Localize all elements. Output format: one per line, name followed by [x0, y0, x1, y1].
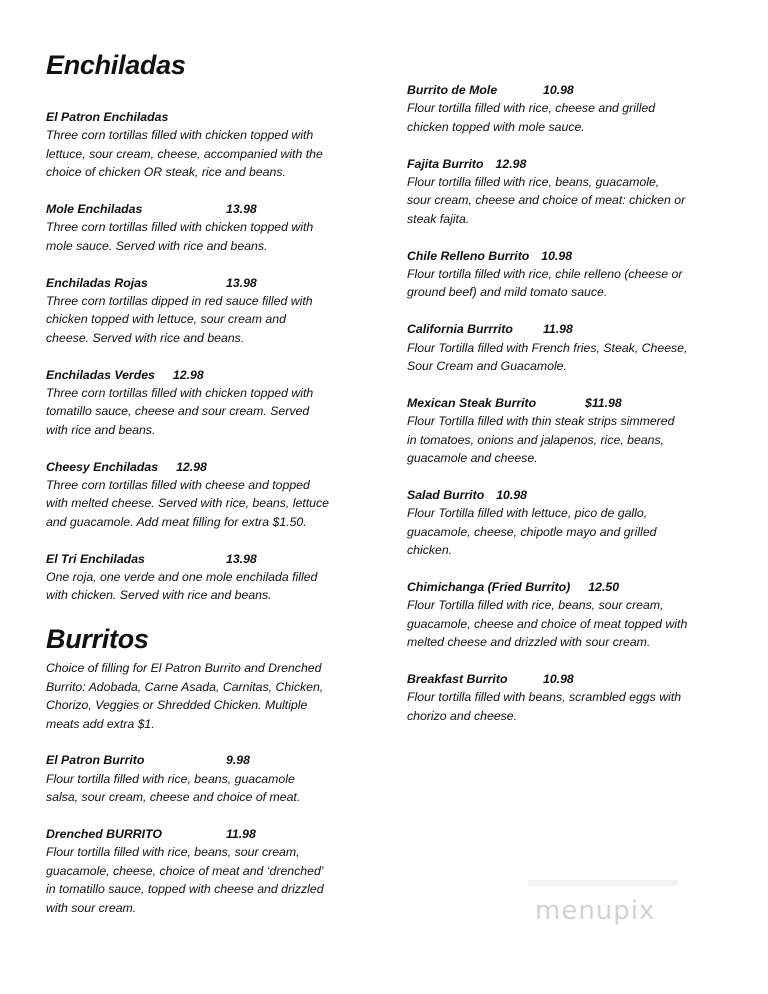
intro-line: meats add extra $1. — [46, 716, 155, 731]
item-description-line: guacamole, cheese, choice of meat and ‘drenched’ — [46, 863, 324, 878]
item-name: Drenched BURRITO — [46, 826, 162, 841]
item-description-line: guacamole and cheese. — [407, 451, 538, 466]
item-name: Mexican Steak Burrito — [407, 395, 537, 410]
item-price: 12.50 — [588, 579, 620, 594]
item-header — [46, 200, 376, 218]
left-column — [46, 0, 376, 935]
item-header — [407, 394, 747, 412]
menu-item — [407, 670, 747, 725]
menu-item — [407, 320, 747, 375]
item-description-line: tomatillo sauce, cheese and sour cream. Served — [46, 404, 310, 419]
item-header — [407, 486, 747, 504]
item-header — [407, 578, 747, 596]
menu-item — [46, 825, 376, 917]
watermark-bar — [528, 880, 678, 886]
menu-item — [407, 81, 747, 136]
menu-item — [46, 751, 376, 806]
burritos-heading: Burritos — [46, 624, 149, 655]
item-description-line: Three corn tortillas filled with chicken topped with — [46, 128, 314, 143]
item-price: 12.98 — [172, 367, 204, 382]
item-header — [46, 550, 376, 568]
item-price: 13.98 — [226, 551, 257, 566]
item-price: 11.98 — [226, 826, 256, 841]
enchiladas-heading: Enchiladas — [46, 50, 186, 80]
item-header — [46, 366, 376, 384]
item-name: Salad Burrito — [407, 487, 485, 502]
item-header — [46, 108, 376, 126]
item-header — [46, 751, 376, 769]
item-description-line: chicken topped with mole sauce. — [407, 119, 585, 134]
item-description-line: in tomatoes, onions and jalapenos, rice, beans, — [407, 432, 665, 447]
item-description-line: One roja, one verde and one mole enchilada filled — [46, 570, 318, 585]
item-header — [407, 81, 747, 99]
item-price: 10.98 — [543, 83, 574, 97]
intro-line: Choice of filling for El Patron Burrito and Drenched — [46, 661, 322, 676]
item-description-line: chicken topped with lettuce, sour cream and — [46, 312, 286, 327]
item-description-line: Flour Tortilla filled with rice, beans, sour cream, — [407, 598, 664, 613]
item-description-line: melted cheese and drizzled with sour cream. — [407, 635, 651, 650]
item-header — [46, 458, 376, 476]
item-header — [407, 670, 747, 688]
menu-item — [46, 458, 376, 532]
menu-item — [46, 200, 376, 255]
item-name: Breakfast Burrito — [407, 671, 508, 686]
item-price: 13.98 — [226, 202, 257, 217]
item-header — [407, 320, 747, 338]
menu-item — [407, 394, 747, 468]
item-description-line: ground beef) and mild tomato sauce. — [407, 285, 608, 300]
item-description-line: Three corn tortillas dipped in red sauce filled with — [46, 294, 313, 309]
item-price: 12.98 — [176, 459, 207, 474]
item-price: 11.98 — [543, 322, 573, 337]
item-price: 9.98 — [226, 753, 250, 768]
item-description-line: Flour Tortilla filled with lettuce, pico de gallo, — [407, 506, 648, 521]
item-price: 10.98 — [543, 671, 574, 686]
item-header — [46, 825, 376, 843]
item-name: El Patron Enchiladas — [46, 110, 169, 124]
item-price: $11.98 — [585, 395, 622, 410]
menu-item — [46, 274, 376, 348]
item-description-line: lettuce, sour cream, cheese, accompanied with the — [46, 146, 323, 161]
item-name: El Patron Burrito — [46, 753, 145, 768]
item-name: Cheesy Enchiladas — [46, 459, 159, 474]
burritos-intro — [46, 659, 376, 733]
item-price: 13.98 — [226, 275, 257, 290]
menu-item — [407, 155, 747, 229]
item-price: 10.98 — [496, 487, 527, 502]
menu-item — [407, 247, 747, 302]
right-column — [407, 81, 747, 744]
menu-item — [46, 550, 376, 605]
menu-item — [407, 578, 747, 652]
item-description-line: with rice and beans. — [46, 422, 156, 437]
item-description-line: salsa, sour cream, cheese and choice of meat. — [46, 790, 301, 805]
item-header — [407, 247, 747, 265]
item-header — [407, 155, 747, 173]
item-description-line: Sour Cream and Guacamole. — [407, 359, 567, 374]
item-description-line: Flour Tortilla filled with French fries, Steak, Cheese, — [407, 340, 688, 355]
item-description-line: Flour tortilla filled with rice, chile relleno (cheese or — [407, 267, 683, 282]
item-description-line: Flour Tortilla filled with thin steak strips simmered — [407, 414, 675, 429]
item-description-line: Three corn tortillas filled with chicken topped with — [46, 220, 314, 235]
item-name: Chimichanga (Fried Burrito) — [407, 579, 571, 594]
item-description-line: and guacamole. Add meat filling for extra $1.50. — [46, 514, 307, 529]
intro-line: Burrito: Adobada, Carne Asada, Carnitas, Chicken, — [46, 679, 324, 694]
item-description-line: cheese. Served with rice and beans. — [46, 330, 245, 345]
item-description-line: guacamole, cheese, chipotle mayo and grilled — [407, 524, 657, 539]
item-name: Mole Enchiladas — [46, 202, 143, 217]
item-description-line: steak fajita. — [407, 211, 470, 226]
item-name: California Burrrito — [407, 322, 513, 337]
item-name: Fajita Burrito — [407, 156, 484, 171]
enchiladas-list — [46, 108, 376, 605]
item-description-line: sour cream, cheese and choice of meat: chicken or — [407, 193, 686, 208]
item-name: Enchiladas Rojas — [46, 275, 148, 290]
burritos-list-left — [46, 751, 376, 917]
item-description-line: Flour tortilla filled with rice, beans, guacamole — [46, 771, 295, 786]
item-name: Burrito de Mole — [407, 83, 498, 97]
item-name: Chile Relleno Burrito — [407, 248, 530, 263]
intro-line: Chorizo, Veggies or Shredded Chicken. Multiple — [46, 698, 308, 713]
menu-item — [46, 108, 376, 182]
item-description-line: Flour tortilla filled with rice, cheese and grilled — [407, 101, 656, 116]
item-name: El Tri Enchiladas — [46, 551, 145, 566]
item-description-line: choice of chicken OR steak, rice and beans. — [46, 165, 286, 180]
item-description-line: mole sauce. Served with rice and beans. — [46, 238, 268, 253]
item-description-line: chorizo and cheese. — [407, 708, 518, 723]
item-price: 12.98 — [495, 156, 527, 171]
item-description-line: with chicken. Served with rice and beans. — [46, 588, 272, 603]
item-description-line: in tomatillo sauce, topped with cheese and drizzled — [46, 882, 324, 897]
menu-item — [407, 486, 747, 560]
item-description-line: with melted cheese. Served with rice, beans, lettuce — [46, 496, 329, 511]
item-description-line: Three corn tortillas filled with chicken topped with — [46, 386, 314, 401]
item-description-line: with sour cream. — [46, 900, 137, 915]
item-name: Enchiladas Verdes — [46, 367, 155, 382]
item-header — [46, 274, 376, 292]
item-description-line: Three corn tortillas filled with cheese and topped — [46, 478, 310, 493]
burritos-list-right — [407, 81, 747, 725]
item-description-line: chicken. — [407, 543, 453, 558]
menupix-watermark: menupix — [535, 896, 656, 926]
item-description-line: Flour tortilla filled with rice, beans, guacamole, — [407, 175, 660, 190]
item-description-line: Flour tortilla filled with rice, beans, sour cream, — [46, 845, 300, 860]
item-description-line: Flour tortilla filled with beans, scrambled eggs with — [407, 690, 682, 705]
item-price: 10.98 — [541, 248, 573, 263]
item-description-line: guacamole, cheese and choice of meat topped with — [407, 616, 688, 631]
menu-item — [46, 366, 376, 440]
